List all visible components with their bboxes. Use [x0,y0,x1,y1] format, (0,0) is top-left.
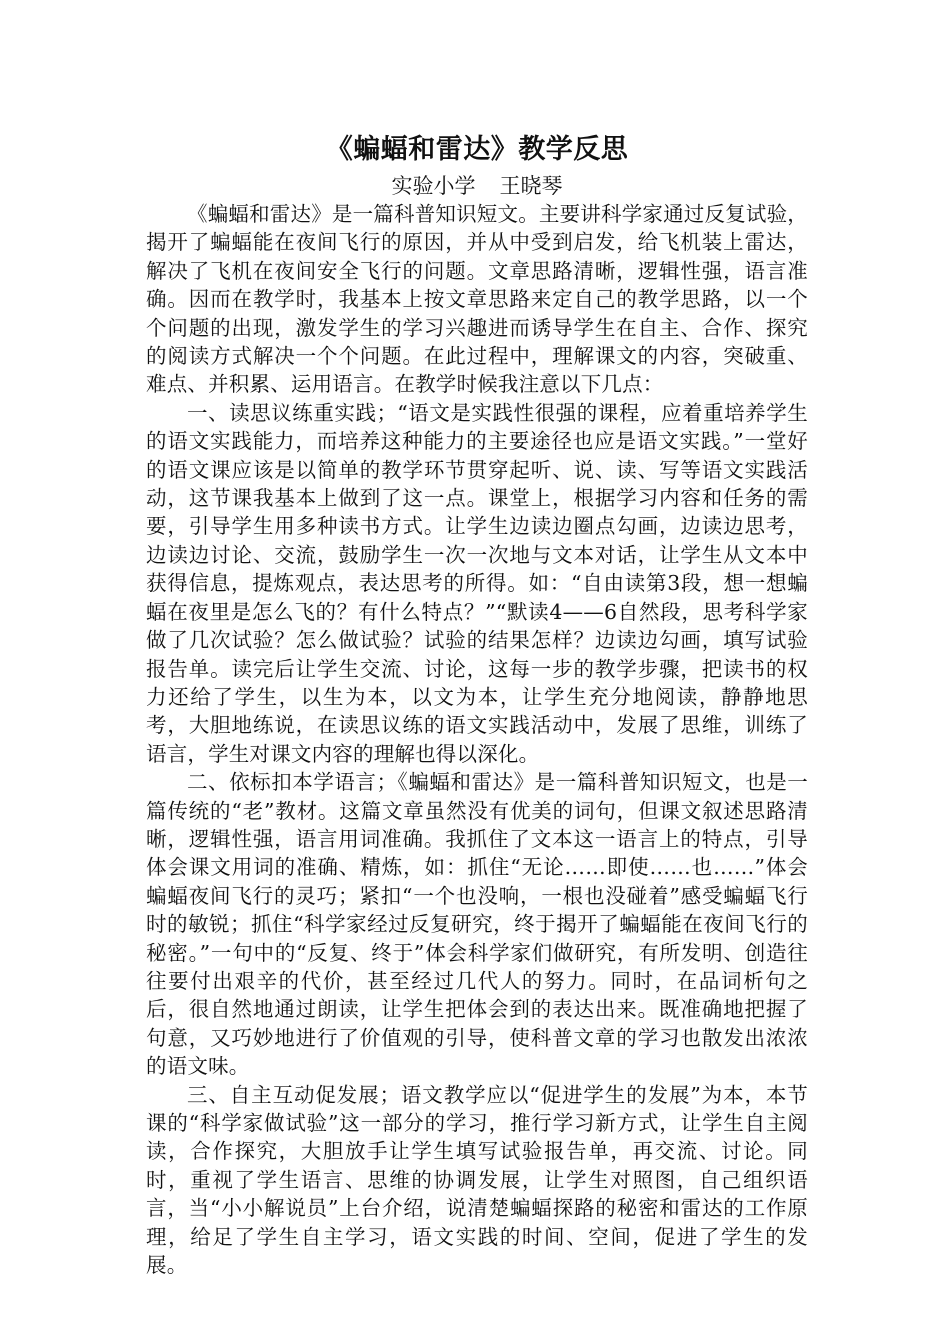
section-two-paragraph: 二、依标扣本学语言；《蝙蝠和雷达》是一篇科普知识短文，也是一篇传统的“老”教材。这篇文章虽然没有优美的词句，但课文叙述思路清晰，逻辑性强，语言用词准确。我抓住了文本这一语言上的特点，引导体会课文用词的准确、精炼，如：抓住“无论……即使……也……”体会蝙蝠夜间飞行的灵巧；紧扣“一个也没响，一根也没碰着”感受蝙蝠飞行时的敏锐；抓住“科学家经过反复研究，终于揭开了蝙蝠能在夜间飞行的秘密。”一句中的“反复、终于”体会科学家们做研究，有所发明、创造往往要付出艰辛的代价，甚至经过几代人的努力。同时，在品词析句之后，很自然地通过朗读，让学生把体会到的表达出来。既准确地把握了句意，又巧妙地进行了价值观的引导，使科普文章的学习也散发出浓浓的语文味。 [146,770,808,1079]
document-title: 《蝙蝠和雷达》教学反思 [325,134,629,165]
section-three-paragraph: 三、自主互动促发展；语文教学应以“促进学生的发展”为本，本节课的“科学家做试验”这一部分的学习，推行学习新方式，让学生自主阅读，合作探究，大胆放手让学生填写试验报告单，再交流、讨论。同时，重视了学生语言、思维的协调发展，让学生对照图，自己组织语言，当“小小解说员”上台介绍，说清楚蝙蝠探路的秘密和雷达的工作原理，给足了学生自主学习，语文实践的时间、空间，促进了学生的发展。 [146,1082,808,1278]
intro-paragraph: 《蝙蝠和雷达》是一篇科普知识短文。主要讲科学家通过反复试验，揭开了蝙蝠能在夜间飞行的原因，并从中受到启发，给飞机装上雷达，解决了飞机在夜间安全飞行的问题。文章思路清晰，逻辑性强，语言准确。因而在教学时，我基本上按文章思路来定自己的教学思路，以一个个问题的出现，激发学生的学习兴趣进而诱导学生在自主、合作、探究的阅读方式解决一个个问题。在此过程中，理解课文的内容，突破重、难点、并积累、运用语言。在教学时候我注意以下几点： [146,202,808,397]
school-name: 实验小学 [391,174,476,198]
document-page [146,128,808,1279]
author-name: 王晓琴 [499,174,563,198]
byline [146,172,808,200]
section-one-paragraph: 一、读思议练重实践；“语文是实践性很强的课程，应着重培养学生的语文实践能力，而培养这种能力的主要途径也应是语文实践。”一堂好的语文课应该是以简单的教学环节贯穿起听、说、读、写等语文实践活动，这节课我基本上做到了这一点。课堂上，根据学习内容和任务的需要，引导学生用多种读书方式。让学生边读边圈点勾画，边读边思考，边读边讨论、交流，鼓励学生一次一次地与文本对话，让学生从文本中获得信息，提炼观点，表达思考的所得。如：“自由读第3段，想一想蝙蝠在夜里是怎么飞的？有什么特点？”“默读4——6自然段，思考科学家做了几次试验？怎么做试验？试验的结果怎样？边读边勾画，填写试验报告单。读完后让学生交流、讨论，这每一步的教学步骤，把读书的权力还给了学生，以生为本，以文为本，让学生充分地阅读，静静地思考，大胆地练说，在读思议练的语文实践活动中，发展了思维，训练了语言，学生对课文内容的理解也得以深化。 [146,400,808,766]
